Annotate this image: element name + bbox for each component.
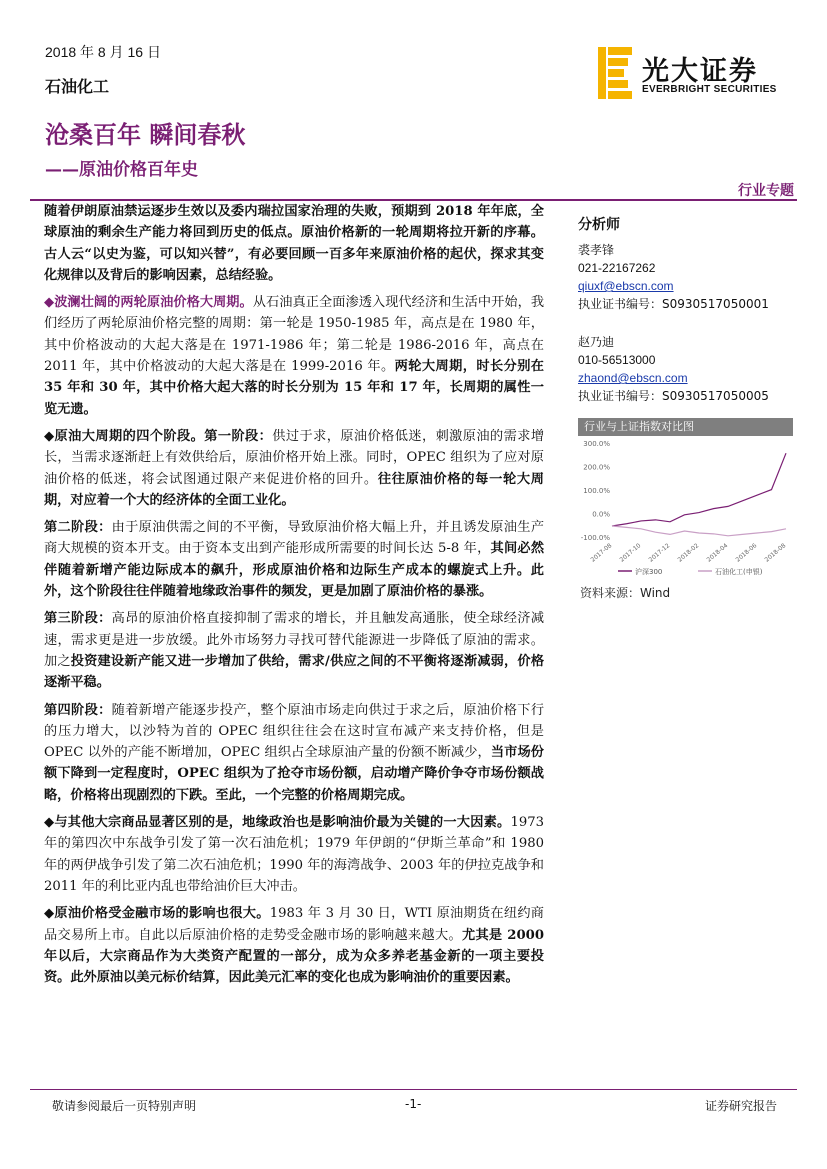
x-tick-label: 2018-08: [763, 542, 788, 564]
legend-label: 沪深300: [635, 568, 663, 576]
paragraph-finance: [44, 903, 544, 988]
analyst-name: 裘孝锋: [578, 243, 615, 257]
chart-plot: [578, 436, 793, 580]
para-head: ◆原油价格受金融市场的影响也很大。: [44, 906, 270, 922]
comparison-chart: [578, 418, 793, 580]
para-text: 随着新增产能逐步投产，整个原油市场走向供过于求之后，原油价格下行的压力增大，以沙特为首的 OPEC 组织往往会在这时宣布减产来支持价格，但是 OPEC 以外的产能不断增加，OPEC 组织占全球原油产量的份额不断减少，: [44, 702, 545, 761]
para-head: ◆波澜壮阔的两轮原油价格大周期。: [44, 295, 253, 311]
x-tick-label: 2018-06: [734, 542, 759, 564]
paragraph-cycles: [44, 292, 544, 420]
report-date: 2018 年 8 月 16 日: [45, 44, 161, 60]
paragraph-stage3: [44, 608, 544, 693]
para-text: 1983 年 3 月 30 日，WTI 原油期货在纽约商品交易所上市。自此以后原油价格的走势受金融市场的影响越来越大。: [44, 906, 544, 943]
report-type: 行业专题: [738, 183, 794, 199]
y-tick-label: 100.0%: [583, 487, 610, 495]
para-text: 从石油真正全面渗透入现代经济和生活中开始，我们经历了两轮原油价格完整的周期：第一轮是 1950-1985 年，高点是在 1980 年，其中价格波动的大起大落是在 1971-1986 年；第二轮是 1986-2016 年，高点在 2011 年，其中价格波动的大起大落是在 1999-2016 年。: [44, 295, 545, 375]
x-tick-label: 2017-08: [589, 542, 614, 564]
logo-text-cn: 光大证券: [642, 56, 758, 87]
y-tick-label: 200.0%: [583, 463, 610, 472]
main-text: [44, 201, 544, 994]
analyst-card: [578, 241, 793, 313]
para-text: 1973 年的第四次中东战争引发了第一次石油危机；1979 年伊朗的“伊斯兰革命”和 1980 年的两伊战争引发了第二次石油危机；1990 年的海湾战争、2003 年的伊拉克战争和 2011 年的利比亚内乱也带给油价巨大冲击。: [44, 815, 544, 894]
summary-text: 随着伊朗原油禁运逐步生效以及委内瑞拉国家治理的失败，预期到 2018 年年底，全球原油的剩余生产能力将回到历史的低点。原油价格新的一轮周期将拉开新的序幕。古人云“以史为鉴，可以知兴替”，有必要回顾一百多年来原油价格的起伏，探求其变化规律以及背后的影响因素，总结经验。: [44, 204, 544, 283]
analyst-heading: 分析师: [578, 217, 620, 233]
company-logo: [598, 47, 798, 99]
footer-divider: [30, 1089, 797, 1090]
x-tick-label: 2017-12: [647, 542, 672, 564]
legend-label: 石油化工(申银): [715, 568, 763, 576]
para-bold: 当市场份额下降到一定程度时，OPEC 组织为了抢夺市场份额，启动增产降价争夺市场份额战略，价格将出现剧烈的下跌。至此，一个完整的价格周期完成。: [44, 745, 544, 803]
para-head: ◆与其他大宗商品显著区别的是，地缘政治也是影响油价最为关键的一大因素。: [44, 815, 511, 831]
paragraph-geopolitics: [44, 812, 544, 897]
analyst-name: 赵乃迪: [578, 335, 615, 349]
x-tick-label: 2018-02: [676, 542, 701, 564]
x-tick-label: 2018-04: [705, 542, 730, 564]
paragraph-stage1: [44, 426, 544, 511]
series-line: [612, 526, 786, 536]
chart-source: 资料来源：Wind: [580, 586, 671, 600]
y-tick-label: 0.0%: [592, 510, 610, 519]
para-text: 供过于求，原油价格低迷，刺激原油的需求增长，当需求逐渐赶上有效供给后，原油价格开始上涨。同时，OPEC 组织为了应对原油价格的低迷，将会试图通过限产来促进价格的回升。: [44, 428, 545, 487]
series-line: [612, 453, 786, 526]
y-tick-label: -100.0%: [580, 534, 610, 542]
summary-paragraph: [44, 201, 544, 286]
analyst-card: [578, 333, 793, 405]
para-head: ◆原油大周期的四个阶段。第一阶段：: [44, 428, 273, 444]
paragraph-stage4: [44, 700, 544, 806]
logo-text-en: EVERBRIGHT SECURITIES: [642, 84, 777, 95]
analyst-phone: 010-56513000: [578, 353, 656, 367]
report-subtitle: ——原油价格百年史: [45, 160, 198, 180]
analyst-sidebar: [578, 214, 793, 425]
para-head: 第四阶段：: [44, 702, 112, 718]
para-bold: 往往原油价格的每一轮大周期，对应着一个大的经济体的全面工业化。: [44, 471, 544, 508]
para-bold: 尤其是 2000 年以后，大宗商品作为大类资产配置的一部分，成为众多养老基金新的一项主要投资。此外原油以美元标价结算，因此美元汇率的变化也成为影响油价的重要因素。: [44, 927, 545, 986]
para-bold: 投资建设新产能又进一步增加了供给，需求/供应之间的不平衡将逐渐减弱，价格逐渐平稳。: [44, 653, 545, 691]
analyst-email-link[interactable]: zhaond@ebscn.com: [578, 371, 688, 385]
chart-title: 行业与上证指数对比图: [578, 418, 793, 436]
analyst-cert: 执业证书编号：S0930517050001: [578, 297, 769, 311]
x-tick-label: 2017-10: [618, 542, 643, 564]
y-tick-label: 300.0%: [583, 440, 610, 448]
para-head: 第二阶段：: [44, 520, 112, 536]
analyst-cert: 执业证书编号：S0930517050005: [578, 389, 769, 403]
sector-label: 石油化工: [45, 77, 110, 96]
analyst-email-link[interactable]: qiuxf@ebscn.com: [578, 279, 674, 293]
footer-disclaimer: 敬请参阅最后一页特别声明: [52, 1099, 197, 1113]
para-head: 第三阶段：: [44, 611, 112, 627]
footer-report-label: 证券研究报告: [704, 1099, 777, 1113]
para-bold: 其间必然伴随着新增产能边际成本的飙升，形成原油价格和边际生产成本的螺旋式上升。此外，这个阶段往往伴随着地缘政治事件的频发，更是加剧了原油价格的暴涨。: [44, 541, 544, 600]
para-bold: 两轮大周期，时长分别在 35 年和 30 年，其中价格大起大落的时长分别为 15 年和 17 年，长周期的属性一览无遗。: [44, 359, 544, 417]
para-text: 由于原油供需之间的不平衡，导致原油价格大幅上升，并且诱发原油生产商大规模的资本开支。由于资本支出到产能形成所需要的时间长达 5-8 年，: [44, 520, 545, 557]
logo-mark-icon: [598, 47, 632, 99]
para-text: 高昂的原油价格直接抑制了需求的增长，并且触发高通胀，使全球经济减速，需求更是进一步放缓。此外市场努力寻找可替代能源进一步降低了原油的需求。加之: [44, 611, 545, 669]
page-number: -1-: [405, 1097, 422, 1111]
paragraph-stage2: [44, 517, 544, 602]
report-title: 沧桑百年 瞬间春秋: [45, 121, 246, 149]
analyst-phone: 021-22167262: [578, 261, 656, 275]
